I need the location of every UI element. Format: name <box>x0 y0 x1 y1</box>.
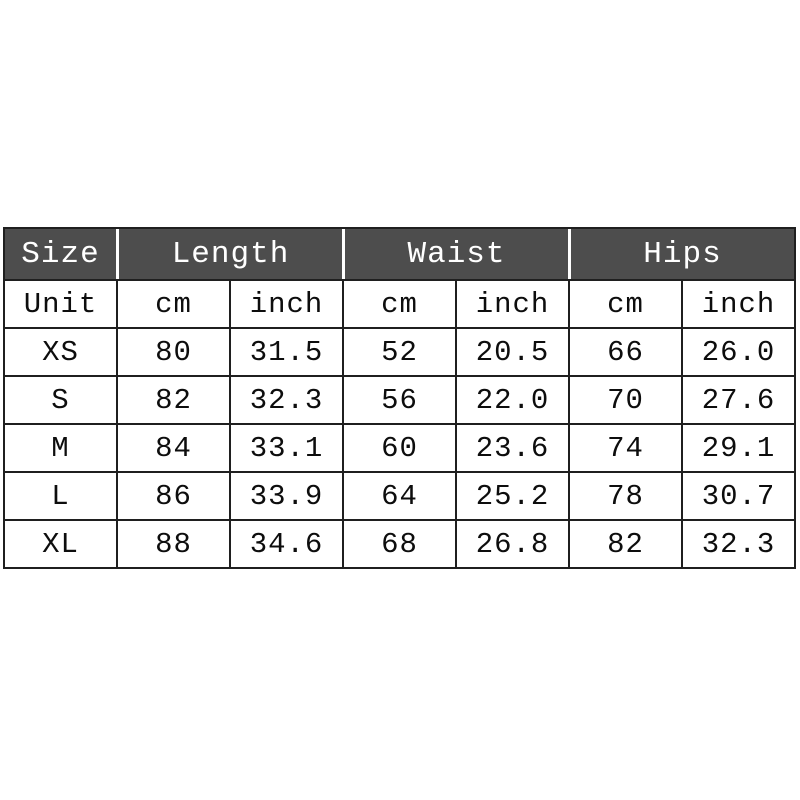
value-cell-xl-length-inch: 34.6 <box>229 519 342 567</box>
value-cell-m-waist-cm: 60 <box>342 423 455 471</box>
value-cell-s-waist-inch: 22.0 <box>455 375 568 423</box>
unit-cell-length-cm: cm <box>116 279 229 327</box>
value-cell-l-waist-inch: 25.2 <box>455 471 568 519</box>
header-cell-size: Size <box>5 229 116 279</box>
value-cell-l-hips-cm: 78 <box>568 471 681 519</box>
size-label-xl: XL <box>5 519 116 567</box>
value-cell-s-hips-cm: 70 <box>568 375 681 423</box>
size-label-xs: XS <box>5 327 116 375</box>
value-cell-xs-length-inch: 31.5 <box>229 327 342 375</box>
value-cell-xl-hips-cm: 82 <box>568 519 681 567</box>
unit-row-label: Unit <box>5 279 116 327</box>
size-label-s: S <box>5 375 116 423</box>
value-cell-xl-waist-inch: 26.8 <box>455 519 568 567</box>
size-label-l: L <box>5 471 116 519</box>
value-cell-xl-waist-cm: 68 <box>342 519 455 567</box>
value-cell-m-length-inch: 33.1 <box>229 423 342 471</box>
value-cell-s-waist-cm: 56 <box>342 375 455 423</box>
value-cell-m-hips-cm: 74 <box>568 423 681 471</box>
value-cell-l-hips-inch: 30.7 <box>681 471 794 519</box>
value-cell-s-hips-inch: 27.6 <box>681 375 794 423</box>
header-cell-length: Length <box>116 229 342 279</box>
unit-cell-waist-cm: cm <box>342 279 455 327</box>
value-cell-xl-hips-inch: 32.3 <box>681 519 794 567</box>
value-cell-s-length-cm: 82 <box>116 375 229 423</box>
header-cell-waist: Waist <box>342 229 568 279</box>
unit-cell-length-inch: inch <box>229 279 342 327</box>
value-cell-xl-length-cm: 88 <box>116 519 229 567</box>
value-cell-m-waist-inch: 23.6 <box>455 423 568 471</box>
value-cell-xs-hips-inch: 26.0 <box>681 327 794 375</box>
value-cell-xs-length-cm: 80 <box>116 327 229 375</box>
unit-cell-hips-cm: cm <box>568 279 681 327</box>
value-cell-xs-waist-inch: 20.5 <box>455 327 568 375</box>
size-label-m: M <box>5 423 116 471</box>
value-cell-s-length-inch: 32.3 <box>229 375 342 423</box>
value-cell-l-waist-cm: 64 <box>342 471 455 519</box>
unit-cell-waist-inch: inch <box>455 279 568 327</box>
value-cell-xs-waist-cm: 52 <box>342 327 455 375</box>
value-cell-xs-hips-cm: 66 <box>568 327 681 375</box>
value-cell-l-length-inch: 33.9 <box>229 471 342 519</box>
value-cell-m-hips-inch: 29.1 <box>681 423 794 471</box>
value-cell-l-length-cm: 86 <box>116 471 229 519</box>
size-chart-table <box>3 227 796 569</box>
header-cell-hips: Hips <box>568 229 794 279</box>
value-cell-m-length-cm: 84 <box>116 423 229 471</box>
unit-cell-hips-inch: inch <box>681 279 794 327</box>
